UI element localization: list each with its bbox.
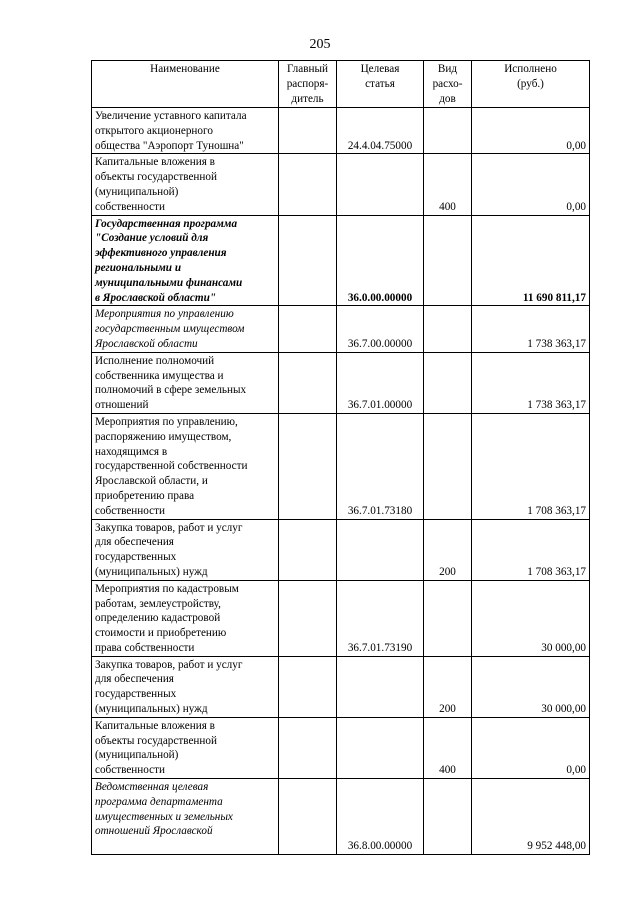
row-name: Государственная программа "Создание условий для эффективного управления региональными и муниципальными финансами в Ярославской области" [92,215,279,306]
header-expense-type: Вид расхо- дов [424,61,472,108]
row-amount: 0,00 [472,154,590,215]
row-name: Закупка товаров, работ и услуг для обеспечения государственных (муниципальных) нужд [92,656,279,717]
header-executed: Исполнено (руб.) [472,61,590,108]
row-manager [279,352,337,413]
row-amount: 1 738 363,17 [472,352,590,413]
row-manager [279,306,337,352]
row-manager [279,413,337,519]
row-vid: 400 [424,717,472,778]
row-amount: 30 000,00 [472,656,590,717]
row-article: 36.0.00.00000 [337,215,424,306]
row-amount: 11 690 811,17 [472,215,590,306]
row-vid: 400 [424,154,472,215]
row-article: 36.7.00.00000 [337,306,424,352]
row-vid [424,306,472,352]
table-row-program [92,215,590,306]
row-amount: 1 708 363,17 [472,413,590,519]
row-vid [424,580,472,656]
table-row [92,108,590,154]
table-row [92,413,590,519]
row-name: Увеличение уставного капитала открытого акционерного общества "Аэропорт Туношна" [92,108,279,154]
row-article: 36.8.00.00000 [337,779,424,855]
table-row-subprogram [92,779,590,855]
row-manager [279,154,337,215]
table-row [92,580,590,656]
row-name: Мероприятия по кадастровым работам, землеустройству, определению кадастровой стоимости и приобретению права собственности [92,580,279,656]
header-target-article: Целевая статья [337,61,424,108]
row-name: Ведомственная целевая программа департамента имущественных и земельных отношений Ярославской [92,779,279,855]
row-manager [279,580,337,656]
row-vid [424,413,472,519]
row-article: 24.4.04.75000 [337,108,424,154]
header-main-manager: Главный распоря- дитель [279,61,337,108]
row-name: Мероприятия по управлению государственным имуществом Ярославской области [92,306,279,352]
row-vid [424,108,472,154]
table-row [92,656,590,717]
row-name: Капитальные вложения в объекты государственной (муниципальной) собственности [92,717,279,778]
row-manager [279,519,337,580]
table-row-subprogram [92,306,590,352]
row-amount: 0,00 [472,717,590,778]
page-number: 205 [309,37,331,52]
row-article: 36.7.01.73180 [337,413,424,519]
row-vid: 200 [424,519,472,580]
table-row [92,154,590,215]
table-row [92,519,590,580]
row-vid [424,779,472,855]
row-manager [279,717,337,778]
row-article: 36.7.01.00000 [337,352,424,413]
row-name: Капитальные вложения в объекты государственной (муниципальной) собственности [92,154,279,215]
row-name: Закупка товаров, работ и услуг для обеспечения государственных (муниципальных) нужд [92,519,279,580]
row-amount: 9 952 448,00 [472,779,590,855]
row-name: Исполнение полномочий собственника имущества и полномочий в сфере земельных отношений [92,352,279,413]
table-row [92,352,590,413]
row-manager [279,656,337,717]
table-row [92,717,590,778]
row-article [337,519,424,580]
row-vid [424,352,472,413]
row-article: 36.7.01.73190 [337,580,424,656]
row-amount: 30 000,00 [472,580,590,656]
row-manager [279,779,337,855]
header-name: Наименование [92,61,279,108]
row-manager [279,108,337,154]
row-article [337,656,424,717]
table-header-row [92,61,590,108]
row-amount: 0,00 [472,108,590,154]
row-article [337,717,424,778]
row-name: Мероприятия по управлению, распоряжению имуществом, находящимся в государственной собственности Ярославской области, и приобретению права собственности [92,413,279,519]
row-manager [279,215,337,306]
row-vid [424,215,472,306]
row-article [337,154,424,215]
row-amount: 1 738 363,17 [472,306,590,352]
budget-table [91,60,590,855]
row-amount: 1 708 363,17 [472,519,590,580]
row-vid: 200 [424,656,472,717]
